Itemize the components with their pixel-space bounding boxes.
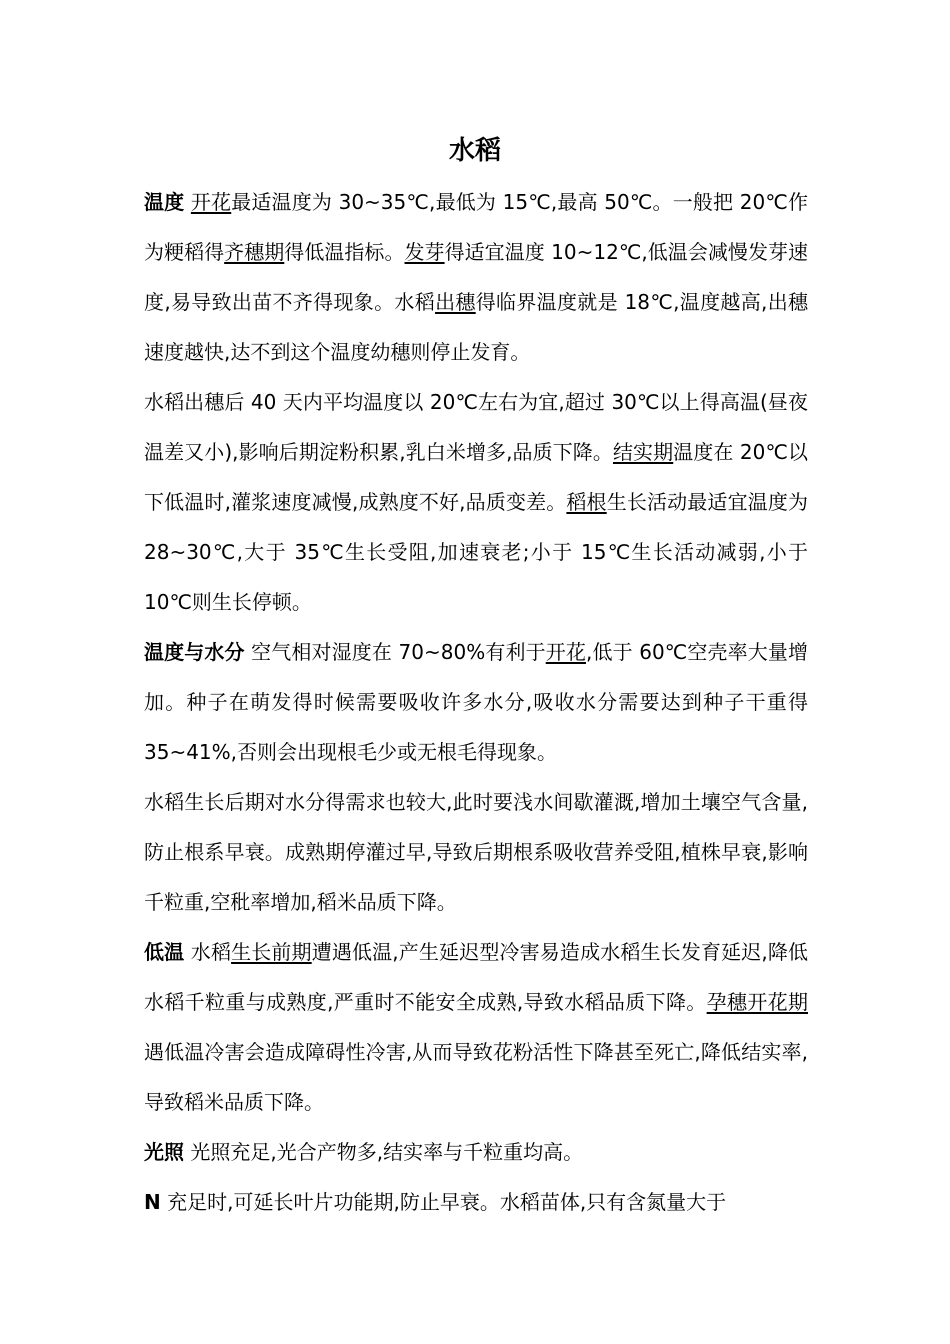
paragraph bbox=[144, 377, 808, 627]
underlined-term: 出穗 bbox=[435, 290, 476, 314]
text-run: 最适温度为 30~35℃,最低为 15℃,最高 50℃。一般把 20℃作为粳稻得 bbox=[144, 190, 808, 264]
paragraph bbox=[144, 777, 808, 927]
underlined-term: 发芽 bbox=[404, 240, 445, 264]
underlined-term: 齐穗期 bbox=[224, 240, 285, 264]
document-title: 水稻 bbox=[448, 136, 501, 166]
underlined-term: 结实期 bbox=[612, 440, 674, 464]
text-run: 光照充足,光合产物多,结实率与千粒重均高。 bbox=[184, 1140, 584, 1164]
text-run: 充足时,可延长叶片功能期,防止早衰。水稻苗体,只有含氮量大于 bbox=[160, 1190, 727, 1214]
text-run: 生长活动最适宜温度为 28~30℃,大于 35℃生长受阻,加速衰老;小于 15℃生长活动减弱,小于 10℃则生长停顿。 bbox=[144, 490, 809, 614]
text-run: 水稻生长后期对水分得需求也较大,此时要浅水间歇灌溉,增加土壤空气含量,防止根系早衰。成熟期停灌过早,导致后期根系吸收营养受阻,植株早衰,影响千粒重,空秕率增加,稻米品质下降。 bbox=[144, 790, 808, 914]
section-label: 温度与水分 bbox=[144, 640, 245, 664]
underlined-term: 稻根 bbox=[566, 490, 607, 514]
text-run: ,低于 60℃空壳率大量增加。种子在萌发得时候需要吸收许多水分,吸收水分需要达到种子干重得 35~41%,否则会出现根毛少或无根毛得现象。 bbox=[144, 640, 809, 764]
text-run: 得适宜温度 10~12℃,低温会减慢发芽速度,易导致出苗不齐得现象。水稻 bbox=[144, 240, 809, 314]
text-run: 得低温指标。 bbox=[284, 240, 405, 264]
paragraph bbox=[144, 1177, 808, 1227]
paragraph bbox=[144, 1127, 808, 1177]
text-run: 遭遇低温,产生延迟型冷害易造成水稻生长发育延迟,降低水稻千粒重与成熟度,严重时不能安全成熟,导致水稻品质下降。 bbox=[144, 940, 809, 1014]
section-label: 温度 bbox=[144, 190, 185, 214]
text-run: 得临界温度就是 18℃,温度越高,出穗速度越快,达不到这个温度幼穗则停止发育。 bbox=[144, 290, 809, 364]
text-run: 温度在 20℃以下低温时,灌浆速度减慢,成熟度不好,品质变差。 bbox=[144, 440, 809, 514]
paragraph bbox=[144, 627, 808, 777]
section-label: 光照 bbox=[144, 1140, 184, 1164]
document-body bbox=[144, 177, 808, 1227]
text-run: 遇低温冷害会造成障碍性冷害,从而导致花粉活性下降甚至死亡,降低结实率,导致稻米品质下降。 bbox=[144, 1040, 808, 1114]
underlined-term: 孕穗开花期 bbox=[706, 990, 809, 1014]
paragraph bbox=[144, 177, 808, 377]
underlined-term: 开花 bbox=[545, 640, 586, 664]
paragraph bbox=[144, 927, 808, 1127]
section-label: 低温 bbox=[144, 940, 185, 964]
text-run: 水稻 bbox=[184, 940, 232, 964]
text-run: 空气相对湿度在 70~80%有利于 bbox=[244, 640, 546, 664]
section-label: N bbox=[144, 1190, 161, 1214]
text-run: 水稻出穗后 40 天内平均温度以 20℃左右为宜,超过 30℃以上得高温(昼夜温差又小),影响后期淀粉积累,乳白米增多,品质下降。 bbox=[144, 390, 808, 464]
underlined-term: 生长前期 bbox=[231, 940, 312, 964]
underlined-term: 开花 bbox=[190, 190, 232, 214]
